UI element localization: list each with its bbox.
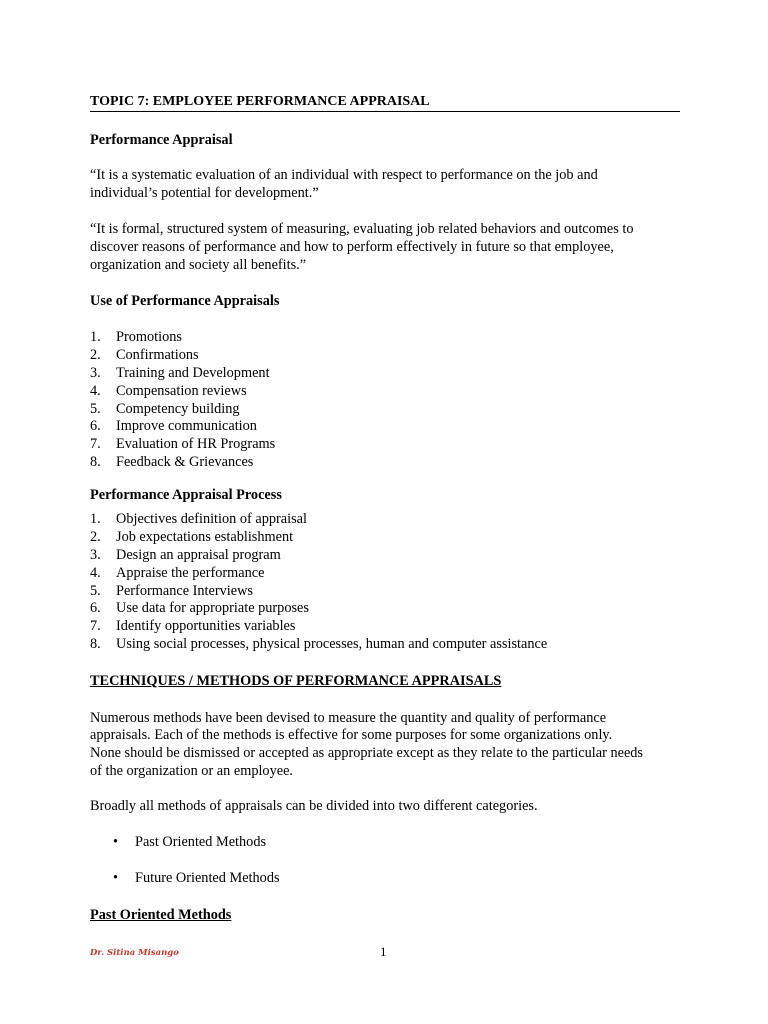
list-item-number: 5. — [90, 582, 101, 599]
list-item-text: Competency building — [116, 400, 240, 417]
techniques-heading: TECHNIQUES / METHODS OF PERFORMANCE APPRAISALS — [90, 673, 502, 689]
categories-intro: Broadly all methods of appraisals can be divided into two different categories. — [90, 798, 538, 814]
list-item-number: 6. — [90, 418, 101, 435]
definition-1-line-1: “It is a systematic evaluation of an individual with respect to performance on the job and — [90, 167, 598, 183]
list-item-number: 8. — [90, 454, 101, 471]
list-item-text: Use data for appropriate purposes — [116, 600, 309, 617]
list-item-text: Improve communication — [116, 418, 257, 435]
section-heading-performance-appraisal: Performance Appraisal — [90, 132, 233, 148]
list-item-text: Confirmations — [116, 346, 199, 363]
list-item-text: Evaluation of HR Programs — [116, 436, 276, 453]
list-item-text: Promotions — [116, 329, 182, 345]
list-item-text: Using social processes, physical processes, human and computer assistance — [116, 636, 548, 653]
techniques-paragraph-line-3: None should be dismissed or accepted as appropriate except as they relate to the particular needs — [90, 745, 643, 761]
list-item-text: Job expectations establishment — [116, 528, 294, 545]
techniques-paragraph-line-1: Numerous methods have been devised to measure the quantity and quality of performance — [90, 710, 607, 726]
list-item-number: 3. — [90, 546, 101, 563]
list-item-text: Identify opportunities variables — [116, 618, 296, 635]
bullet-icon: • — [113, 834, 119, 850]
list-item-number: 5. — [90, 400, 101, 417]
list-item-text: Performance Interviews — [116, 582, 253, 599]
list-item-number: 6. — [90, 600, 101, 617]
list-item-number: 4. — [90, 382, 101, 399]
list-item-text: Design an appraisal program — [116, 546, 281, 563]
definition-2-line-3: organization and society all benefits.” — [90, 257, 307, 273]
list-item-number: 2. — [90, 528, 101, 545]
past-methods-heading: Past Oriented Methods — [90, 907, 232, 923]
list-item-number: 1. — [90, 329, 101, 345]
list-item-number: 7. — [90, 436, 101, 453]
definition-1-line-2: individual’s potential for development.” — [90, 185, 319, 201]
list-item-text: Training and Development — [116, 364, 270, 381]
list-item-text: Compensation reviews — [116, 382, 247, 399]
list-item-text: Objectives definition of appraisal — [116, 511, 307, 527]
list-item-number: 4. — [90, 564, 101, 581]
techniques-paragraph-line-2: appraisals. Each of the methods is effective for some purposes for some organizations only. — [90, 727, 613, 743]
list-item-number: 3. — [90, 364, 101, 381]
category-past-oriented: Past Oriented Methods — [135, 834, 267, 850]
list-item-text: Feedback & Grievances — [116, 454, 254, 471]
list-item-number: 2. — [90, 346, 101, 363]
page-number: 1 — [380, 944, 387, 959]
bullet-icon: • — [113, 870, 119, 886]
list-item-number: 1. — [90, 511, 101, 527]
definition-2-line-1: “It is formal, structured system of measuring, evaluating job related behaviors and outcomes to — [90, 221, 634, 237]
category-future-oriented: Future Oriented Methods — [135, 870, 280, 886]
footer-author: Dr. Sitina Misango — [90, 948, 179, 958]
process-heading: Performance Appraisal Process — [90, 487, 282, 503]
definition-2-line-2: discover reasons of performance and how to perform effectively in future so that employee, — [90, 239, 614, 255]
list-item-number: 8. — [90, 636, 101, 653]
list-item-text: Appraise the performance — [116, 564, 265, 581]
title-underline-rule — [90, 111, 680, 112]
uses-heading: Use of Performance Appraisals — [90, 293, 280, 309]
topic-title: TOPIC 7: EMPLOYEE PERFORMANCE APPRAISAL — [90, 94, 430, 109]
list-item-number: 7. — [90, 618, 101, 635]
techniques-paragraph-line-4: of the organization or an employee. — [90, 763, 293, 779]
